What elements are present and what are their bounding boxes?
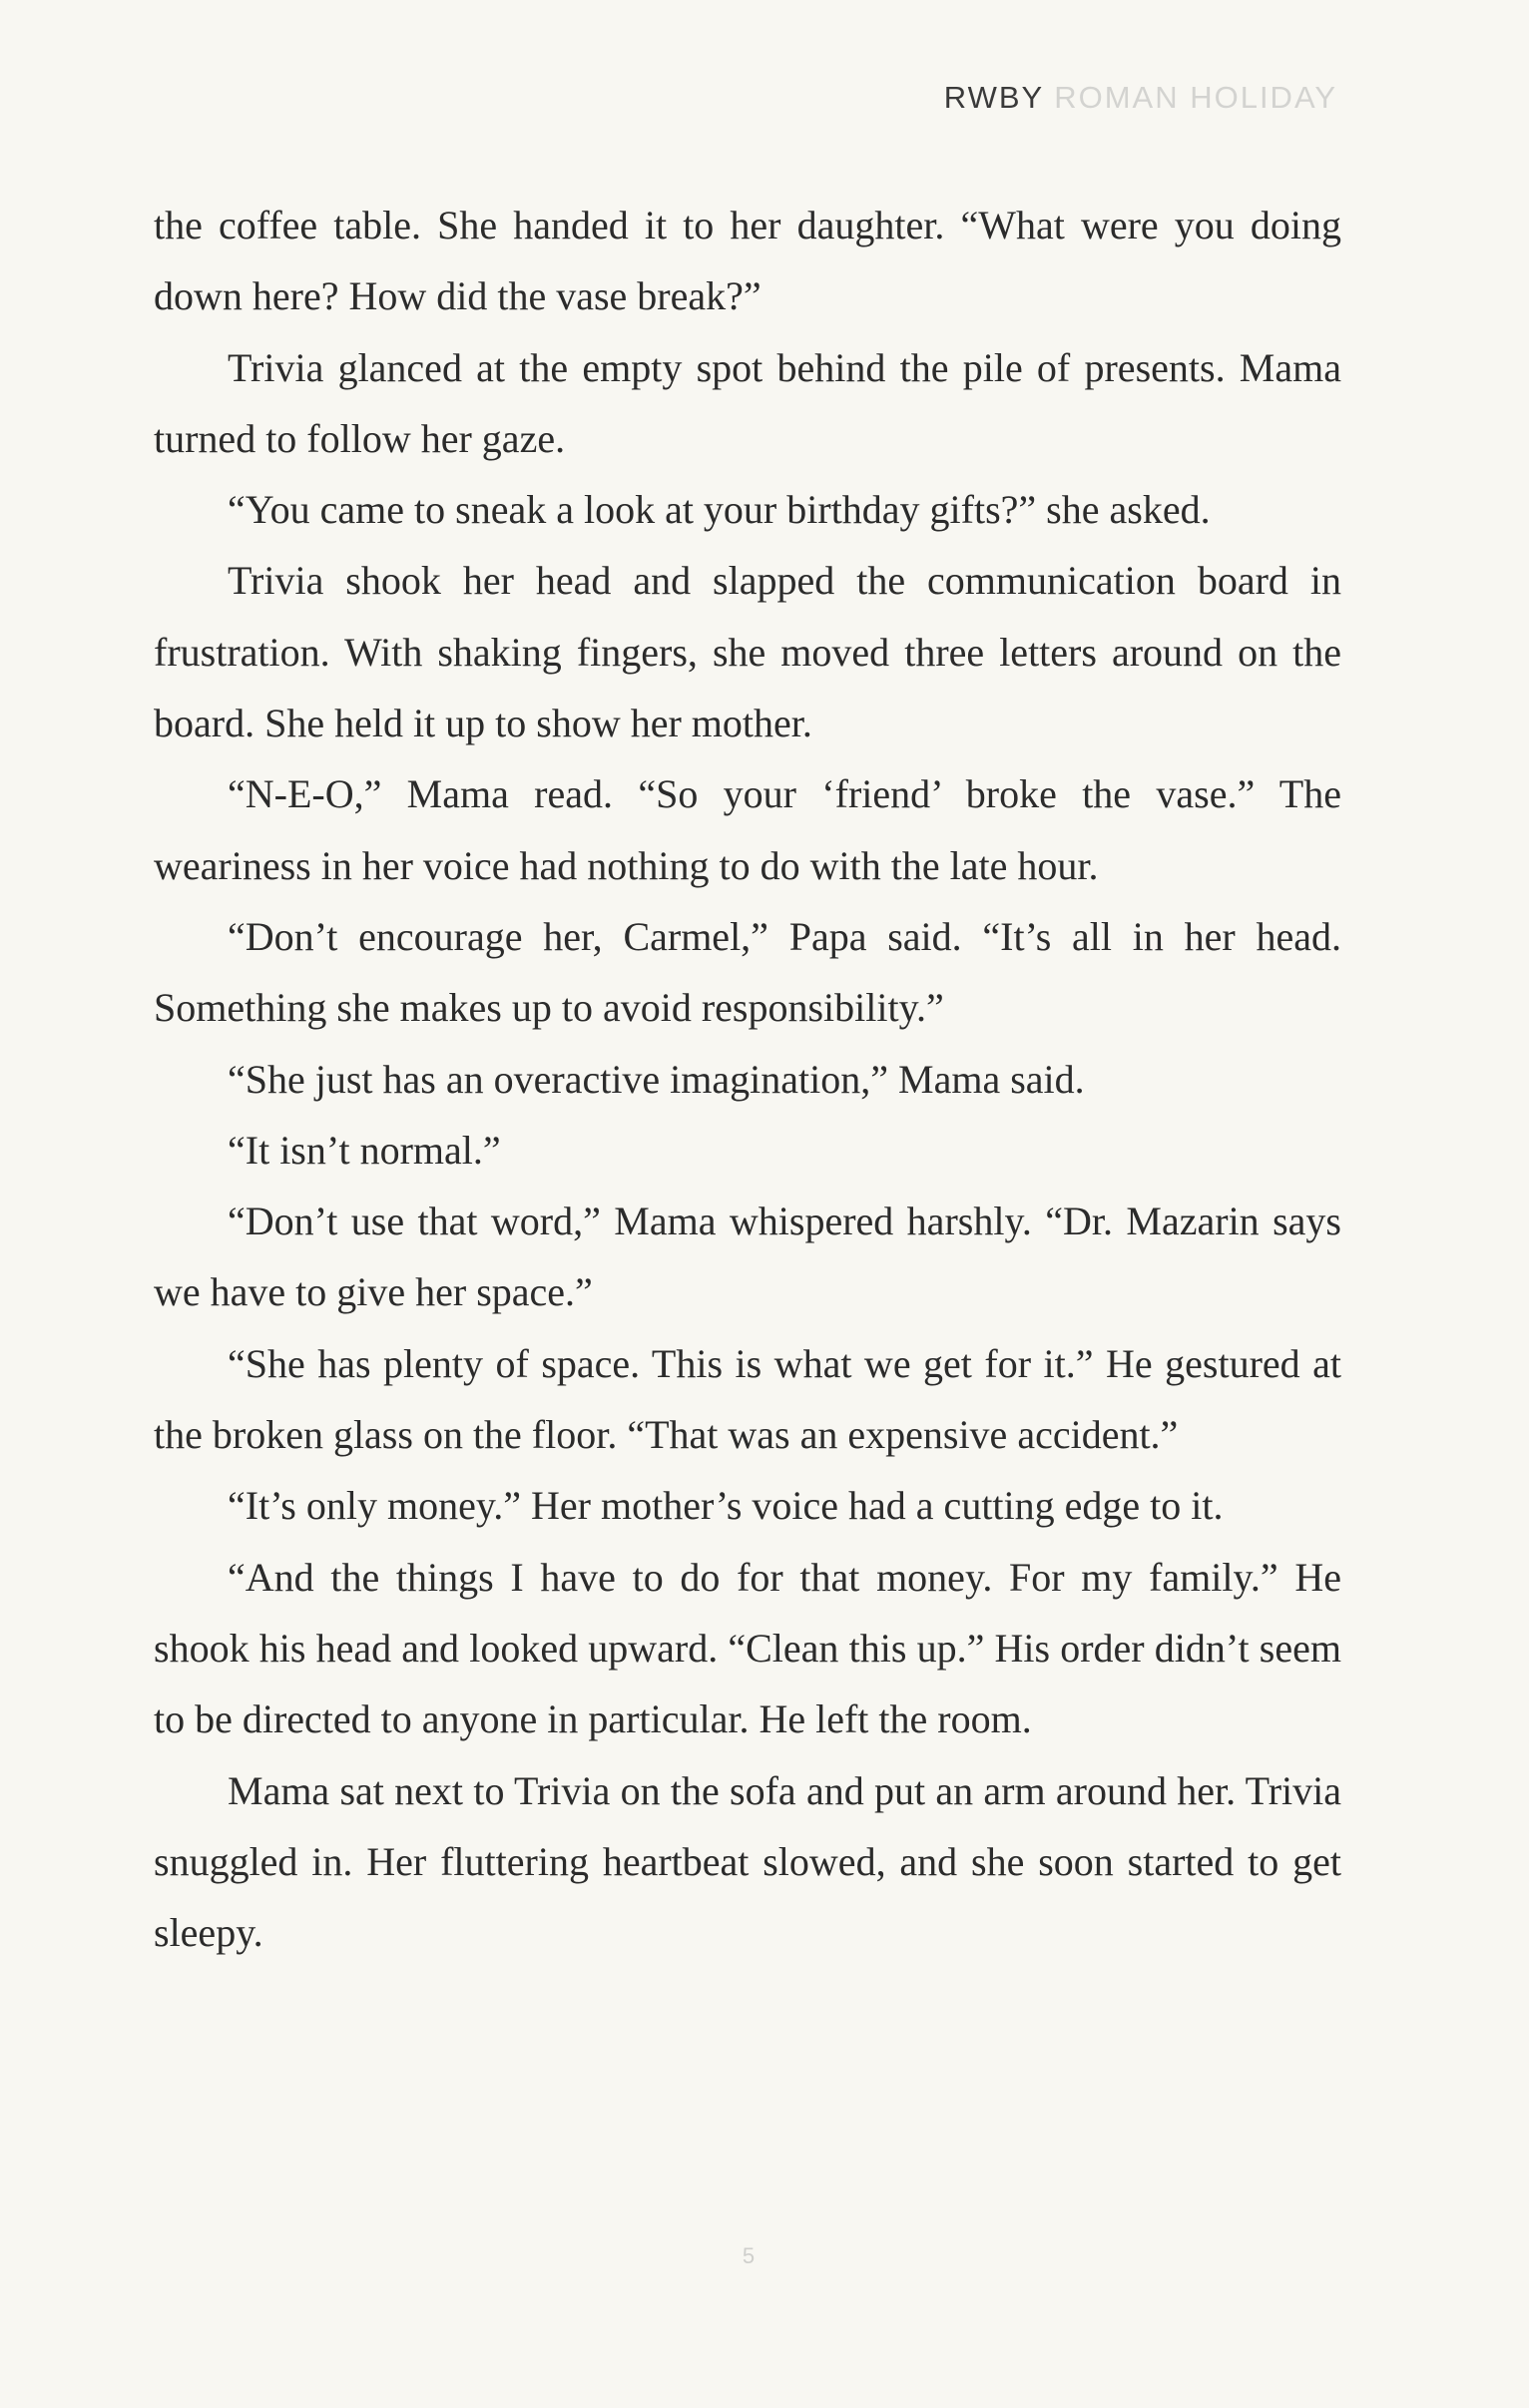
series-title: RWBY bbox=[943, 80, 1045, 115]
paragraph: “And the things I have to do for that money. For my family.” He shook his head and looked upward. “Clean this up.” His order didn’t seem to be directed to anyone in particular. He left the room. bbox=[154, 1554, 1341, 1742]
paragraph: “She has plenty of space. This is what we get for it.” He gestured at the broken glass on the floor. “That was an expensive accident.” bbox=[154, 1340, 1341, 1458]
paragraph: Trivia glanced at the empty spot behind the pile of presents. Mama turned to follow her gaze. bbox=[154, 344, 1341, 461]
paragraph: Trivia shook her head and slapped the communication board in frustration. With shaking fingers, she moved three letters around on the board. She held it up to show her mother. bbox=[154, 558, 1341, 746]
paragraph: Mama sat next to Trivia on the sofa and put an arm around her. Trivia snuggled in. Her fluttering heartbeat slowed, and she soon started to get sleepy. bbox=[154, 1767, 1341, 1956]
book-title: ROMAN HOLIDAY bbox=[1054, 80, 1337, 115]
paragraph: “She just has an overactive imagination,” Mama said. bbox=[228, 1056, 1085, 1102]
paragraph: “N-E-O,” Mama read. “So your ‘friend’ broke the vase.” The weariness in her voice had nothing to do with the late hour. bbox=[154, 771, 1341, 888]
paragraph: “It isn’t normal.” bbox=[228, 1127, 501, 1173]
paragraph: “It’s only money.” Her mother’s voice had a cutting edge to it. bbox=[228, 1483, 1224, 1529]
body-text bbox=[154, 190, 1341, 1968]
running-header bbox=[944, 80, 1337, 116]
page-number: 5 bbox=[742, 2243, 756, 2268]
paragraph: “You came to sneak a look at your birthday gifts?” she asked. bbox=[228, 487, 1211, 533]
paragraph: “Don’t encourage her, Carmel,” Papa said. “It’s all in her head. Something she makes up to avoid responsibility.” bbox=[154, 913, 1341, 1031]
paragraph: the coffee table. She handed it to her daughter. “What were you doing down here? How did the vase break?” bbox=[154, 203, 1341, 319]
paragraph: “Don’t use that word,” Mama whispered harshly. “Dr. Mazarin says we have to give her space.” bbox=[154, 1199, 1341, 1315]
